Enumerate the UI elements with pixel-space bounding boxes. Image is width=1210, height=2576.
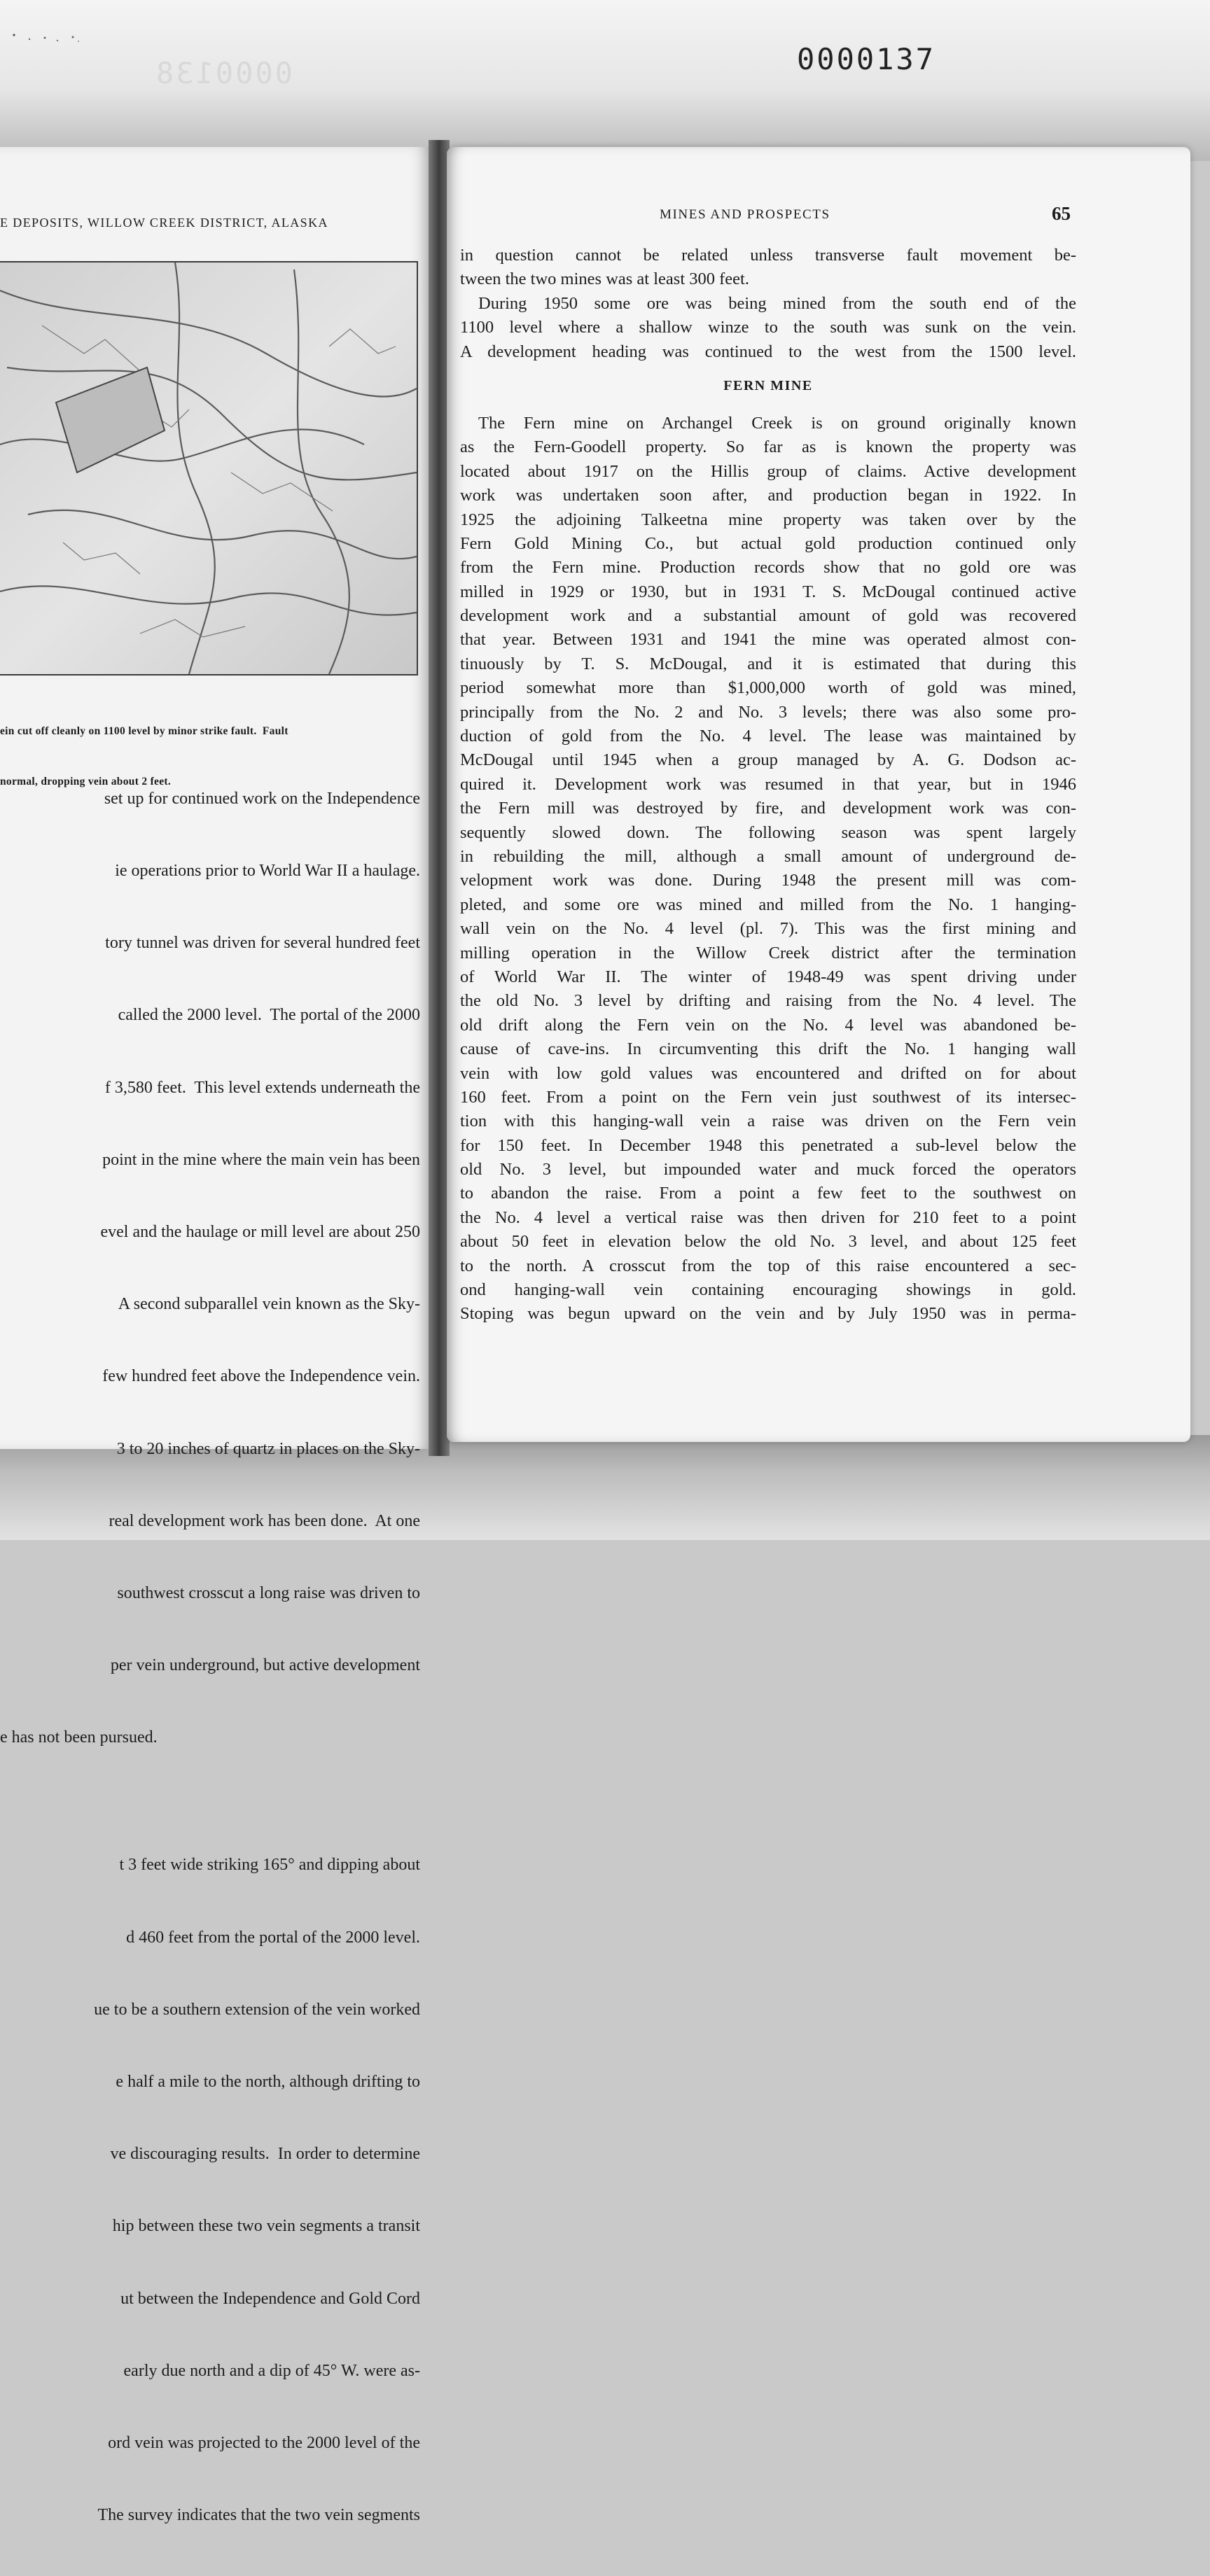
text-line: Stoping was begun upward on the vein and by July 1950 was in perma- bbox=[460, 1304, 1076, 1324]
text-line: few hundred feet above the Independence vein. bbox=[102, 1367, 420, 1386]
left-body-text bbox=[0, 738, 420, 2576]
ghost-frame-number: 0000138 bbox=[154, 56, 293, 90]
text-line: to abandon the raise. From a point a few feet to the southwest on bbox=[460, 1184, 1076, 1203]
text-line: located about 1917 on the Hillis group of claims. Active development bbox=[460, 461, 1076, 481]
caption-line: normal, dropping vein about 2 feet. bbox=[0, 776, 172, 788]
text-line: development work and a substantial amount of gold was recovered bbox=[460, 606, 1076, 626]
text-line: that year. Between 1931 and 1941 the mine was operated almost con- bbox=[460, 630, 1076, 650]
text-line: principally from the No. 2 and No. 3 levels; there was also some pro- bbox=[460, 702, 1076, 722]
text-line: ord vein was projected to the 2000 level of the bbox=[108, 2434, 420, 2453]
text-line: d 460 feet from the portal of the 2000 level. bbox=[126, 1928, 420, 1947]
text-line: old drift along the Fern vein on the No. 4 level was abandoned be- bbox=[460, 1015, 1076, 1035]
text-line: evel and the haulage or mill level are about 250 bbox=[100, 1223, 420, 1242]
text-line: wall vein on the No. 4 level (pl. 7). This was the first mining and bbox=[460, 919, 1076, 939]
text-line: milling operation in the Willow Creek district after the termination bbox=[460, 943, 1076, 962]
text-line: f 3,580 feet. This level extends underneath the bbox=[104, 1078, 420, 1097]
text-line: work was undertaken soon after, and production began in 1922. In bbox=[460, 486, 1076, 505]
text-line: real development work has been done. At one bbox=[109, 1511, 420, 1530]
section-heading: FERN MINE bbox=[723, 377, 813, 393]
right-running-head: MINES AND PROSPECTS bbox=[660, 207, 830, 222]
text-line: quired it. Development work was resumed in that year, but in 1946 bbox=[460, 774, 1076, 794]
text-line: the No. 4 level a vertical raise was then driven for 210 feet to a point bbox=[460, 1208, 1076, 1227]
right-body-text bbox=[460, 244, 1076, 1326]
caption-line: ein cut off cleanly on 1100 level by minor strike fault. Fault bbox=[0, 725, 288, 737]
text-line: for 150 feet. In December 1948 this penetrated a sub-level below the bbox=[460, 1135, 1076, 1155]
page-number: 65 bbox=[1052, 203, 1071, 224]
text-line: tory tunnel was driven for several hundred feet bbox=[105, 934, 420, 953]
text-line: McDougal until 1945 when a group managed by A. G. Dodson ac- bbox=[460, 750, 1076, 770]
text-line: velopment work was done. During 1948 the present mill was com- bbox=[460, 871, 1076, 890]
scan-dust-marks bbox=[8, 31, 85, 45]
left-page bbox=[0, 147, 431, 2525]
text-line: as the Fern-Goodell property. So far as is known the property was bbox=[460, 438, 1076, 457]
paragraph-gap bbox=[0, 1798, 420, 1805]
text-line: sequently slowed down. The following season was spent largely bbox=[460, 822, 1076, 842]
text-line: to the north. A crosscut from the top of this raise encountered a sec- bbox=[460, 1256, 1076, 1275]
text-line: ut between the Independence and Gold Cord bbox=[120, 2289, 420, 2308]
text-line: vein with low gold values was encountered and drifted on for about bbox=[460, 1063, 1076, 1083]
text-line: The survey indicates that the two vein segments bbox=[97, 2506, 420, 2525]
text-line: in rebuilding the mill, although a small amount of underground de- bbox=[460, 846, 1076, 866]
left-running-head: E DEPOSITS, WILLOW CREEK DISTRICT, ALASKA bbox=[0, 216, 328, 230]
text-line: from the Fern mine. Production records show that no gold ore was bbox=[460, 558, 1076, 578]
text-line: old No. 3 level, but impounded water and muck forced the operators bbox=[460, 1160, 1076, 1180]
text-line: A development heading was continued to the west from the 1500 level. bbox=[460, 342, 1076, 361]
text-line: per vein underground, but active development bbox=[110, 1656, 420, 1675]
text-line: 1100 level where a shallow winze to the south was sunk on the vein. bbox=[460, 318, 1076, 337]
text-line: cause of cave-ins. In circumventing this drift the No. 1 hanging wall bbox=[460, 1040, 1076, 1059]
text-line: about 50 feet in elevation below the old No. 3 level, and about 125 feet bbox=[460, 1232, 1076, 1252]
text-line: set up for continued work on the Independence bbox=[104, 789, 420, 808]
text-line: southwest crosscut a long raise was driven to bbox=[113, 1584, 420, 1603]
text-line: ie operations prior to World War II a haulage. bbox=[115, 862, 420, 881]
text-line: tween the two mines was at least 300 feet. bbox=[460, 270, 749, 289]
rock-face-photo bbox=[0, 262, 417, 674]
text-line: in question cannot be related unless transverse fault movement be- bbox=[460, 246, 1076, 265]
text-line: e half a mile to the north, although drifting to bbox=[116, 2073, 420, 2092]
text-line: hip between these two vein segments a transit bbox=[112, 2217, 420, 2236]
text-line: During 1950 some ore was being mined from the south end of the bbox=[478, 293, 1076, 313]
text-line: duction of gold from the No. 4 level. The lease was maintained by bbox=[460, 727, 1076, 746]
text-line: point in the mine where the main vein has been bbox=[102, 1150, 420, 1169]
text-line: the old No. 3 level by drifting and raising from the No. 4 level. The bbox=[460, 991, 1076, 1011]
text-line: The Fern mine on Archangel Creek is on ground originally known bbox=[478, 413, 1076, 433]
text-line: period somewhat more than $1,000,000 worth of gold was mined, bbox=[460, 678, 1076, 698]
text-line: early due north and a dip of 45° W. were as- bbox=[123, 2361, 420, 2380]
text-line: tinuously by T. S. McDougal, and it is estimated that during this bbox=[460, 654, 1076, 673]
text-line: 1925 the adjoining Talkeetna mine property was taken over by the bbox=[460, 510, 1076, 529]
text-line: of World War II. The winter of 1948-49 was spent driving under bbox=[460, 967, 1076, 986]
text-line: 160 feet. From a point on the Fern vein just southwest of its intersec- bbox=[460, 1087, 1076, 1107]
text-line: ond hanging-wall vein containing encouraging showings in gold. bbox=[460, 1280, 1076, 1300]
text-line: pleted, and some ore was mined and milled from the No. 1 hanging- bbox=[460, 895, 1076, 914]
text-line: the Fern mill was destroyed by fire, and development work was con- bbox=[460, 799, 1076, 818]
text-line: tion with this hanging-wall vein a raise was driven on the Fern vein bbox=[460, 1112, 1076, 1131]
text-line: ue to be a southern extension of the vein worked bbox=[94, 2000, 420, 2019]
figure-photo bbox=[0, 261, 418, 676]
text-line: A second subparallel vein known as the Sky- bbox=[115, 1295, 420, 1314]
text-line: 3 to 20 inches of quartz in places on the Sky- bbox=[116, 1439, 420, 1458]
text-line: called the 2000 level. The portal of the 2000 bbox=[118, 1006, 420, 1025]
text-line: Fern Gold Mining Co., but actual gold production continued only bbox=[460, 533, 1076, 553]
right-page bbox=[447, 147, 1190, 1442]
text-line: milled in 1929 or 1930, but in 1931 T. S. McDougal continued active bbox=[460, 582, 1076, 601]
text-line: ve discouraging results. In order to determine bbox=[110, 2145, 420, 2164]
frame-number: 0000137 bbox=[797, 42, 936, 76]
text-line: e has not been pursued. bbox=[0, 1728, 158, 1747]
text-line: t 3 feet wide striking 165° and dipping about bbox=[119, 1856, 420, 1875]
